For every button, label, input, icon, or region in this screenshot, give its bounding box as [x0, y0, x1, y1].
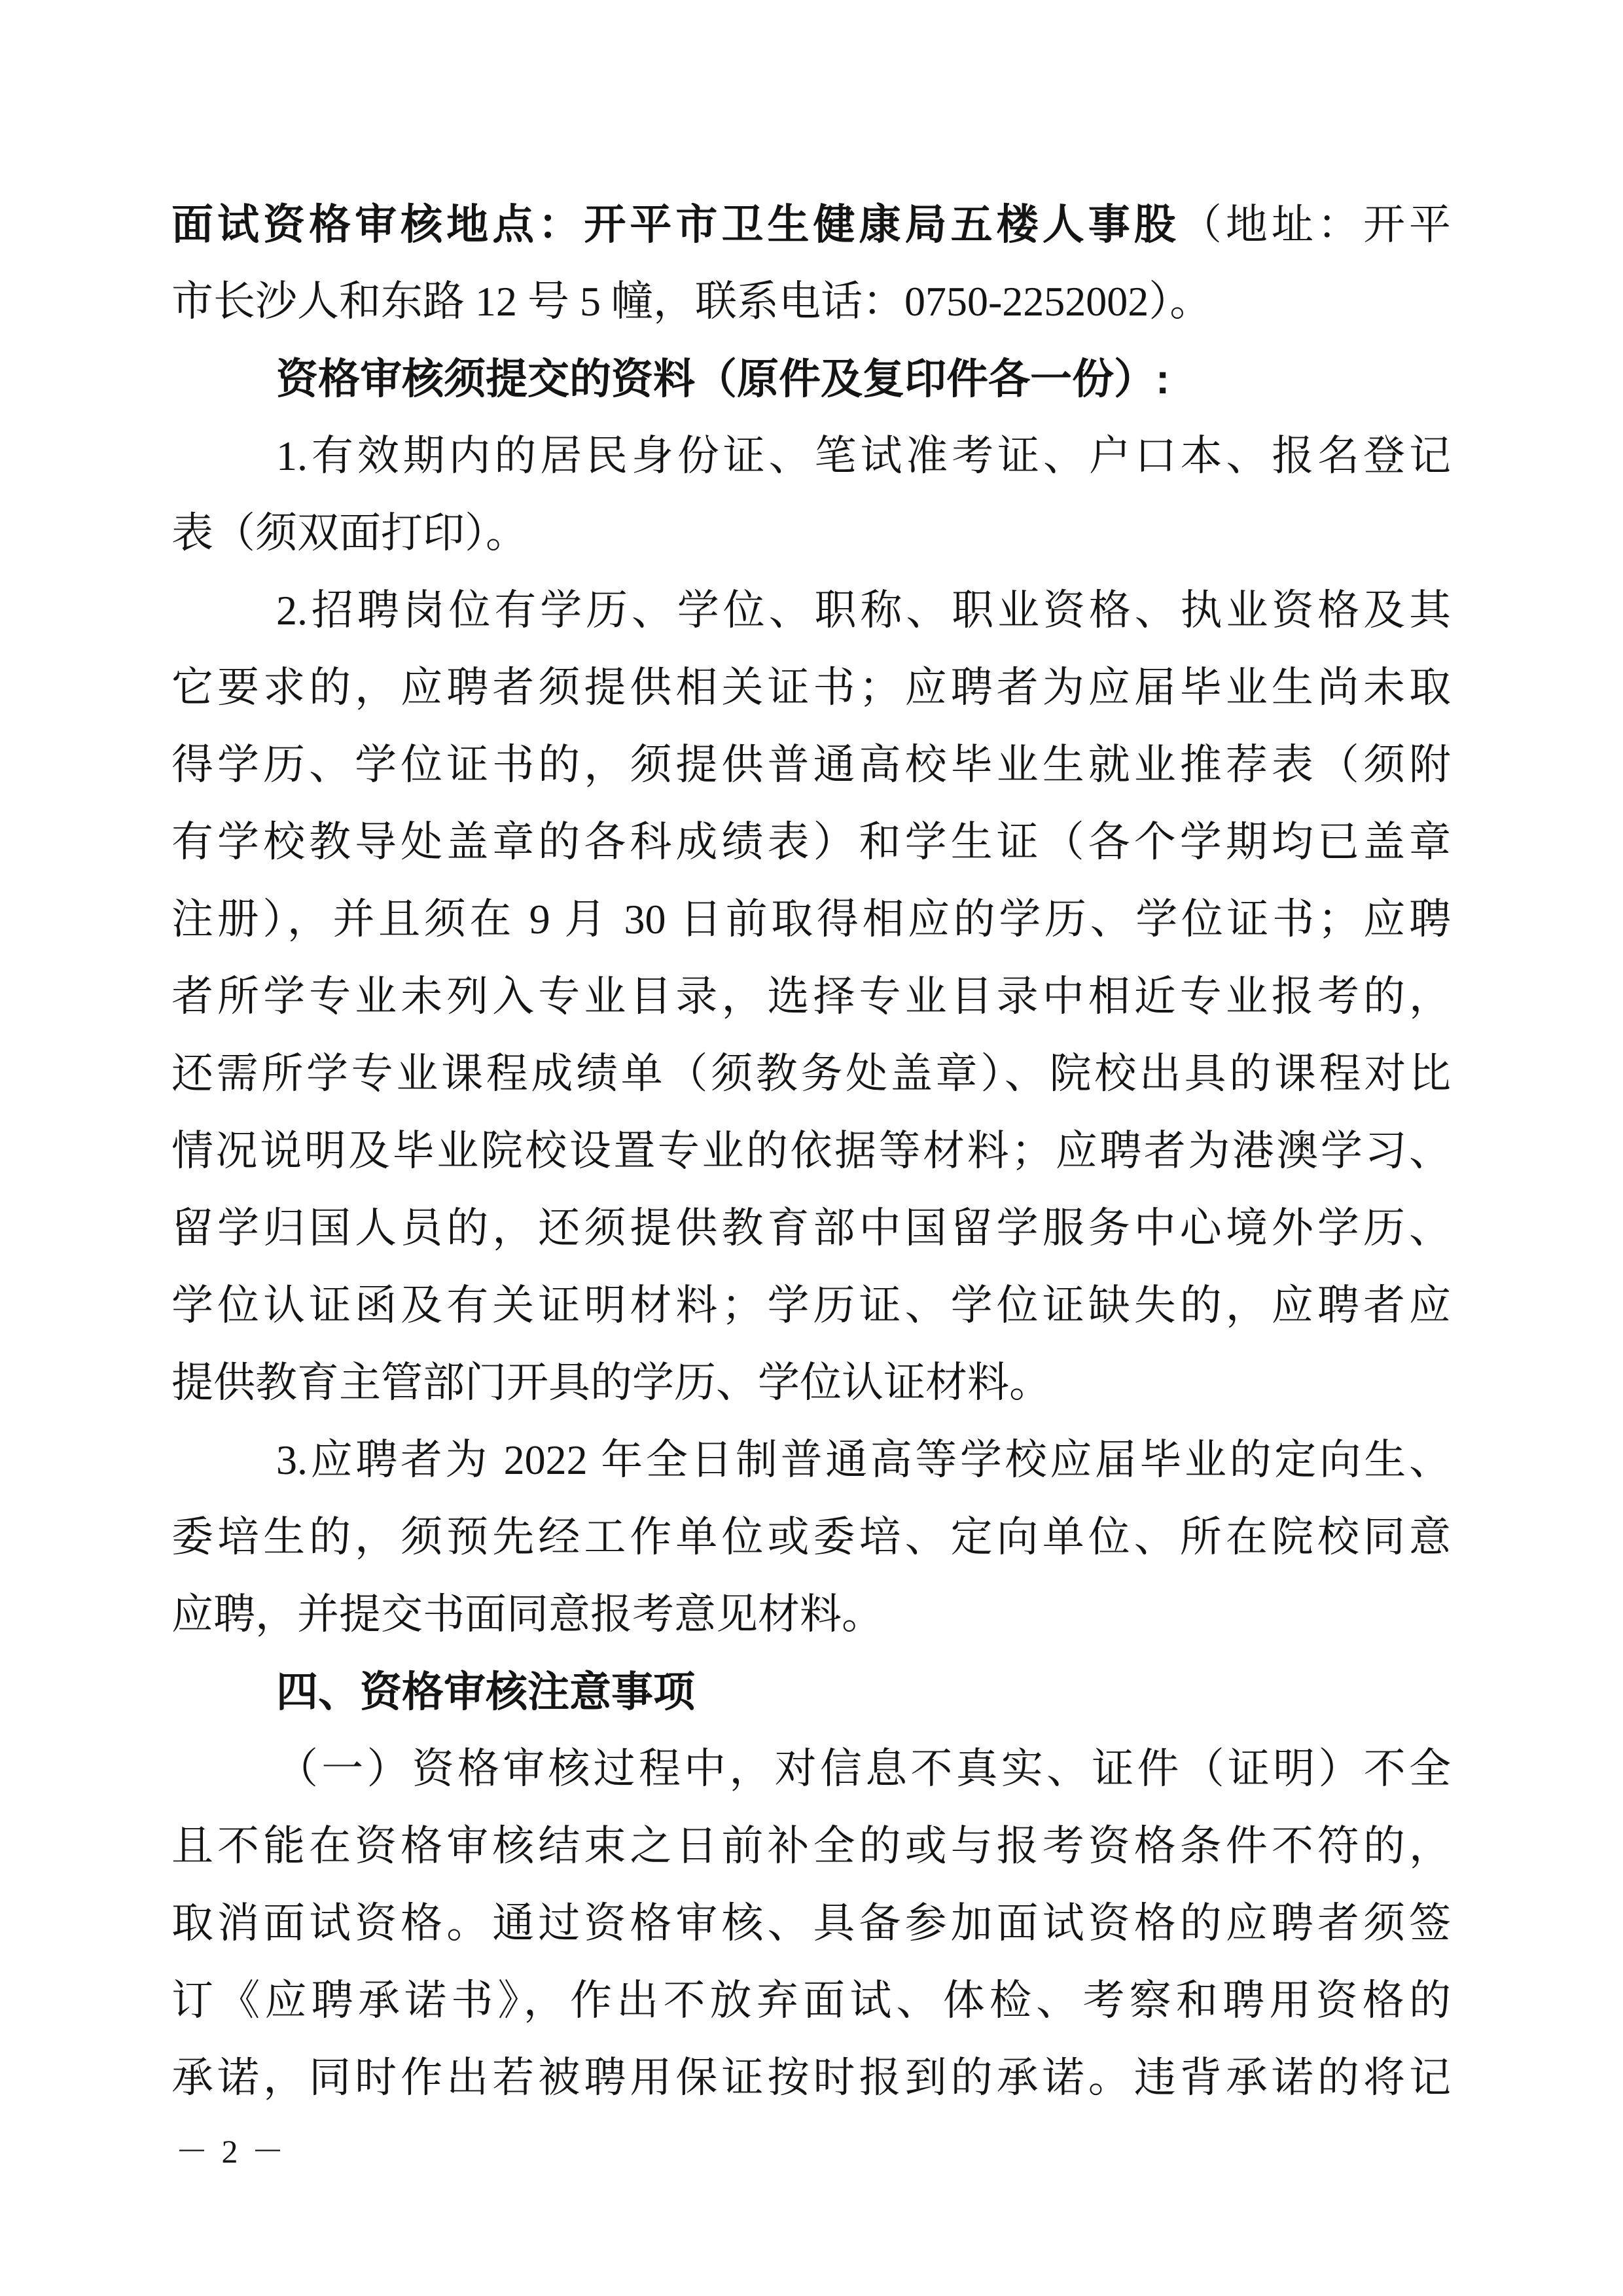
text-line: [171, 726, 1451, 804]
bold-text-segment: 四、资格审核注意事项: [276, 1668, 695, 1715]
text-segment: 留学归国人员的，还须提供教育部中国留学服务中心境外学历、: [171, 1205, 1451, 1251]
text-segment: 有学校教导处盖章的各科成绩表）和学生证（各个学期均已盖章: [171, 819, 1451, 865]
document-body: [171, 186, 1451, 2117]
text-segment: 2.招聘岗位有学历、学位、职称、职业资格、执业资格及其: [276, 587, 1451, 634]
text-line: [171, 1035, 1451, 1113]
text-line: [171, 1190, 1451, 1267]
text-line: [171, 1267, 1451, 1344]
text-line: [171, 340, 1451, 418]
text-line: [171, 958, 1451, 1035]
text-segment: 委培生的，须预先经工作单位或委培、定向单位、所在院校同意: [171, 1514, 1451, 1560]
text-segment: 应聘，并提交书面同意报考意见材料。: [171, 1591, 883, 1638]
text-line: [171, 418, 1451, 495]
text-segment: 市长沙人和东路 12 号 5 幢，联系电话：0750-2252002）。: [171, 278, 1212, 325]
text-line: [171, 1576, 1451, 1653]
page-number: － 2 －: [175, 2133, 287, 2170]
text-segment: 者所学专业未列入专业目录，选择专业目录中相近专业报考的，: [171, 973, 1451, 1020]
text-segment: 注册），并且须在 9 月 30 日前取得相应的学历、学位证书；应聘: [171, 896, 1451, 942]
text-segment: 表（须双面打印）。: [171, 510, 527, 556]
text-segment: 3.应聘者为 2022 年全日制普通高等学校应届毕业的定向生、: [276, 1437, 1451, 1483]
text-segment: （地址：开平: [1179, 202, 1451, 248]
text-segment: 提供教育主管部门开具的学历、学位认证材料。: [171, 1359, 1051, 1406]
text-line: [171, 1113, 1451, 1190]
text-segment: 得学历、学位证书的，须提供普通高校毕业生就业推荐表（须附: [171, 742, 1451, 788]
text-segment: （一）资格审核过程中，对信息不真实、证件（证明）不全: [276, 1746, 1451, 1792]
text-segment: 1.有效期内的居民身份证、笔试准考证、户口本、报名登记: [276, 433, 1451, 479]
text-segment: 情况说明及毕业院校设置专业的依据等材料；应聘者为港澳学习、: [171, 1128, 1451, 1174]
text-line: [171, 572, 1451, 649]
text-segment: 取消面试资格。通过资格审核、具备参加面试资格的应聘者须签: [171, 1900, 1451, 1946]
text-line: [171, 2039, 1451, 2117]
bold-text-segment: 面试资格审核地点：开平市卫生健康局五楼人事股: [171, 201, 1180, 248]
text-line: [171, 804, 1451, 881]
text-line: [171, 495, 1451, 572]
text-line: [171, 881, 1451, 958]
text-segment: 学位认证函及有关证明材料；学历证、学位证缺失的，应聘者应: [171, 1282, 1451, 1329]
text-line: [171, 1653, 1451, 1731]
text-line: [171, 1422, 1451, 1499]
text-segment: 承诺，同时作出若被聘用保证按时报到的承诺。违背承诺的将记: [171, 2054, 1451, 2101]
bold-text-segment: 资格审核须提交的资料（原件及复印件各一份）:: [276, 355, 1170, 403]
text-segment: 它要求的，应聘者须提供相关证书；应聘者为应届毕业生尚未取: [171, 664, 1451, 711]
text-segment: 还需所学专业课程成绩单（须教务处盖章）、院校出具的课程对比: [171, 1050, 1451, 1097]
text-line: [171, 1808, 1451, 1885]
text-line: [171, 1731, 1451, 1808]
text-line: [171, 649, 1451, 726]
text-segment: 且不能在资格审核结束之日前补全的或与报考资格条件不符的，: [171, 1823, 1451, 1869]
text-segment: 订《应聘承诺书》，作出不放弃面试、体检、考察和聘用资格的: [171, 1977, 1451, 2024]
text-line: [171, 186, 1451, 263]
text-line: [171, 1962, 1451, 2039]
text-line: [171, 1344, 1451, 1422]
text-line: [171, 1499, 1451, 1576]
text-line: [171, 263, 1451, 340]
text-line: [171, 1885, 1451, 1962]
